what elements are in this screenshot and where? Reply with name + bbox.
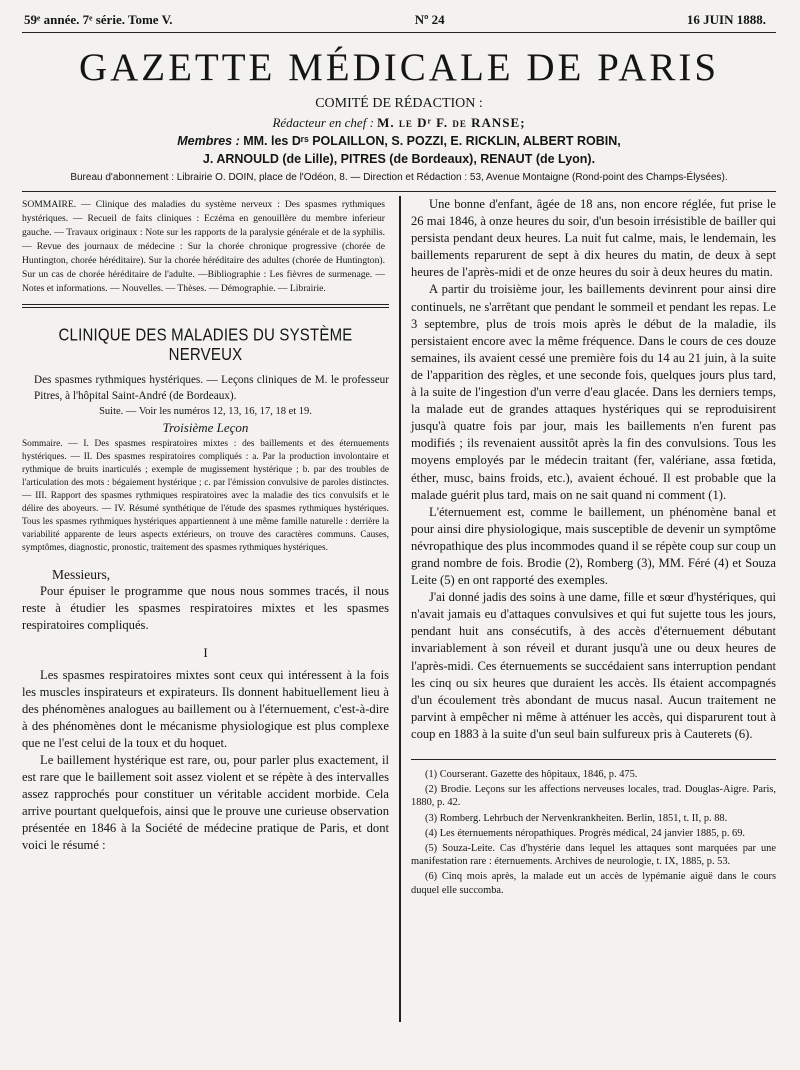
paragraph: Pour épuiser le programme que nous nous sommes tracés, il nous reste à étudier les spasmes respiratoires mixtes et les spasmes respiratoires compliqués. — [22, 584, 389, 632]
left-body — [22, 583, 389, 854]
article-suite: Suite. — Voir les numéros 12, 13, 16, 17, 18 et 19. — [99, 406, 312, 417]
columns — [22, 192, 776, 1022]
paragraph: L'éternuement est, comme le baillement, un phénomène banal et pour ainsi dire physiologique, mais susceptible de devenir un symptôme névropathique des plus incommodes quand il se répète coup sur coup un grand nombre de fois. Brodie (2), Romberg (3), MM. Féré (4) et Souza Leite (5) en ont rapporté des exemples. — [411, 504, 776, 588]
header-rule — [22, 32, 776, 33]
footnote: (3) Romberg. Lehrbuch der Nervenkrankheiten. Berlin, 1851, t. II, p. 88. — [425, 812, 728, 824]
members-prefix: Membres : — [177, 134, 240, 148]
chief-name: M. le Dʳ F. de RANSE; — [377, 115, 526, 130]
footnote: (5) Souza-Leite. Cas d'hystérie dans lequel les attaques sont marquées par une manifestation rare : éternuements. Archives de neurologie, t. IX, 1885, p. 53. — [411, 843, 776, 868]
salutation: Messieurs, — [52, 567, 111, 582]
section-rule-thin — [22, 307, 389, 308]
sommaire: SOMMAIRE. — Clinique des maladies du système nerveux : Des spasmes rythmiques hystériques. — Recueil de faits cliniques : Eczéma en genouillère du membre inferieur gauche. — Travaux originaux : Note sur les rapports de la paralysie générale et de la syphilis. — Revue des journaux de médecine : Sur la chorée chronique progressive (chorée de Huntington, chorée héréditaire). Sur la chorée héréditaire des adultes (chorée de Huntington). Sur un cas de chorée héréditaire de l'adulte. —Bibliographie : Les fièvres de surmenage. — Notes et informations. — Nouvelles. — Thèses. — Démographie. — Librairie. — [22, 199, 385, 294]
members-names-1: MM. les Dʳˢ POLAILLON, S. POZZI, E. RICKLIN, ALBERT ROBIN, — [243, 134, 621, 148]
left-column — [22, 192, 399, 1022]
chief-prefix: Rédacteur en chef : — [272, 115, 374, 130]
committee — [22, 95, 776, 168]
lecon-sommaire: Sommaire. — I. Des spasmes respiratoires mixtes : des baillements et des éternuements hystériques. — II. Des spasmes respiratoires compliqués : a. Par la production involontaire et rythmique de bruits inarticulés ; exemple de mugissement hystérique ; b. par des troubles de l'articulation des mots : bégaiement hystérique ; c. par l'émission convulsive de paroles distinctes. — III. Rapport des spasmes rythmiques respiratoires avec la maladie des tics convulsifs et le délire des aboyeurs. — IV. Résumé synthétique de l'étude des spasmes rythmiques hystériques. Tous les spasmes rythmiques hystériques appartiennent à une même famille naturelle : derrière la variabilité apparente de leurs aspects extérieurs, on trouve des caractères communs. Causes, symptômes, diagnostic, pronostic, traitement des spasmes rythmiques hystériques. — [22, 439, 389, 553]
issue-header — [22, 12, 776, 32]
chief-editor-line — [22, 114, 776, 132]
section-number: I — [203, 645, 208, 660]
bureau-line: Bureau d'abonnement : Librairie O. DOIN, place de l'Odéon, 8. — Direction et Rédaction : 53, Avenue Montaigne (Rond-point des Champs-Élysées). — [70, 172, 728, 183]
issue-info: 59ᵉ année. 7ᵉ série. Tome V. — [24, 12, 173, 27]
section-rule — [22, 304, 389, 305]
committee-title: COMITÉ DE RÉDACTION : — [315, 96, 483, 111]
paragraph: Une bonne d'enfant, âgée de 18 ans, non encore réglée, fut prise le 26 mai 1846, à onze heures du soir, d'un besoin irrésistible de bailler qui persista pendant deux heures. La nuit fut calme, mais, le lendemain, les baillements reparurent de sept à dix heures du matin, de deux à sept heures de l'après-midi et de onze heures du soir à deux heures du matin. — [411, 197, 776, 280]
masthead: GAZETTE MÉDICALE DE PARIS — [78, 46, 720, 89]
footnote-rule — [411, 759, 776, 760]
right-column — [401, 192, 776, 1022]
issue-date: 16 JUIN 1888. — [686, 12, 766, 27]
paragraph: J'ai donné jadis des soins à une dame, fille et sœur d'hystériques, qui n'avait jamais eu d'attaques convulsives et qui fut sujette tous les jours, pendant huit ans consécutifs, à des accès d'éternuement débutant invariablement à son réveil et durant jusqu'à une ou deux heures de l'après-midi. Ces éternuements se succédaient sans interruption pendant les cinq ou six heures que duraient les accès. Ils étaient accompagnés d'un écoulement très abondant de mucus nasal. Aucun traitement ne parvint à empêcher ni même à atténuer les accès, qui disparurent tout à coup en 1883 à la suite d'un seul bain sulfureux pris à Cauterets (6). — [411, 590, 776, 741]
footnote: (4) Les éternuements néropathiques. Progrès médical, 24 janvier 1885, p. 69. — [425, 827, 745, 839]
section-title: CLINIQUE DES MALADIES DU SYSTÈME NERVEUX — [58, 325, 353, 365]
issue-number: Nº 24 — [414, 12, 445, 27]
footnote: (1) Courserant. Gazette des hôpitaux, 1846, p. 475. — [425, 769, 638, 780]
lecon-title: Troisième Leçon — [162, 420, 249, 435]
footnotes — [411, 768, 776, 897]
paragraph: A partir du troisième jour, les baillements devinrent pour ainsi dire continuels, ne s'arrêtant que pendant le sommeil et pendant les repas. Le 3 septembre, plus de trois mois après le début de la maladie, ils persistaient encore avec la même fréquence. Dans le cours de ces douze semaines, ils avaient cessé une première fois du 14 au 21 juin, à la suite de l'apparition des règles, et une seconde fois, quelques jours plus tard, à la suite de l'ingestion d'un verre d'eau glacée. Dans les derniers temps, la malade eut de grandes attaques hystériques qui se reproduisirent jusqu'à quatre fois par jour, mais les baillements n'en furent pas modifiés ; ils revenaient aussitôt après la fin des convulsions. Tous les moyens employés par le médecin traitant (fer, valériane, assa fœtida, éther, musc, bains froids, etc.), avaient échoué. Il est probable que la malade guérit plus tard, mais on ne sait quand ni comment (1). — [411, 282, 776, 502]
paragraph: Le baillement hystérique est rare, ou, pour parler plus exactement, il est rare que le baillement soit assez violent et se répète à des intervalles assez rapprochés pour constituer un véritable accident morbide. Cela arrive pourtant quelquefois, ainsi que le prouve une curieuse observation présentée en 1846 à la Société de médecine pratique de Paris, et dont voici le résumé : — [22, 753, 389, 852]
footnote: (6) Cinq mois après, la malade eut un accès de lypémanie aiguë dans le cours duquel elle succomba. — [411, 871, 776, 896]
paragraph: Les spasmes respiratoires mixtes sont ceux qui intéressent à la fois les muscles inspirateurs et expirateurs. Ils donnent habituellement lieu à des phénomènes analogues au baillement ou à l'éternuement, c'est-à-dire à des phénomènes dont le mécanisme physiologique est plus complexe que ne l'est celui de la toux et du hoquet. — [22, 668, 389, 750]
members-line-1 — [22, 132, 776, 150]
members-line-2: J. ARNOULD (de Lille), PITRES (de Bordeaux), RENAUT (de Lyon). — [202, 152, 596, 166]
footnote: (2) Brodie. Leçons sur les affections nerveuses locales, trad. Douglas-Aigre. Paris, 1880, p. 42. — [411, 784, 776, 809]
right-body — [411, 196, 776, 743]
article-lead: Des spasmes rythmiques hystériques. — Leçons cliniques de M. le professeur Pitres, à l'hôpital Saint-André (de Bordeaux). — [34, 374, 389, 402]
